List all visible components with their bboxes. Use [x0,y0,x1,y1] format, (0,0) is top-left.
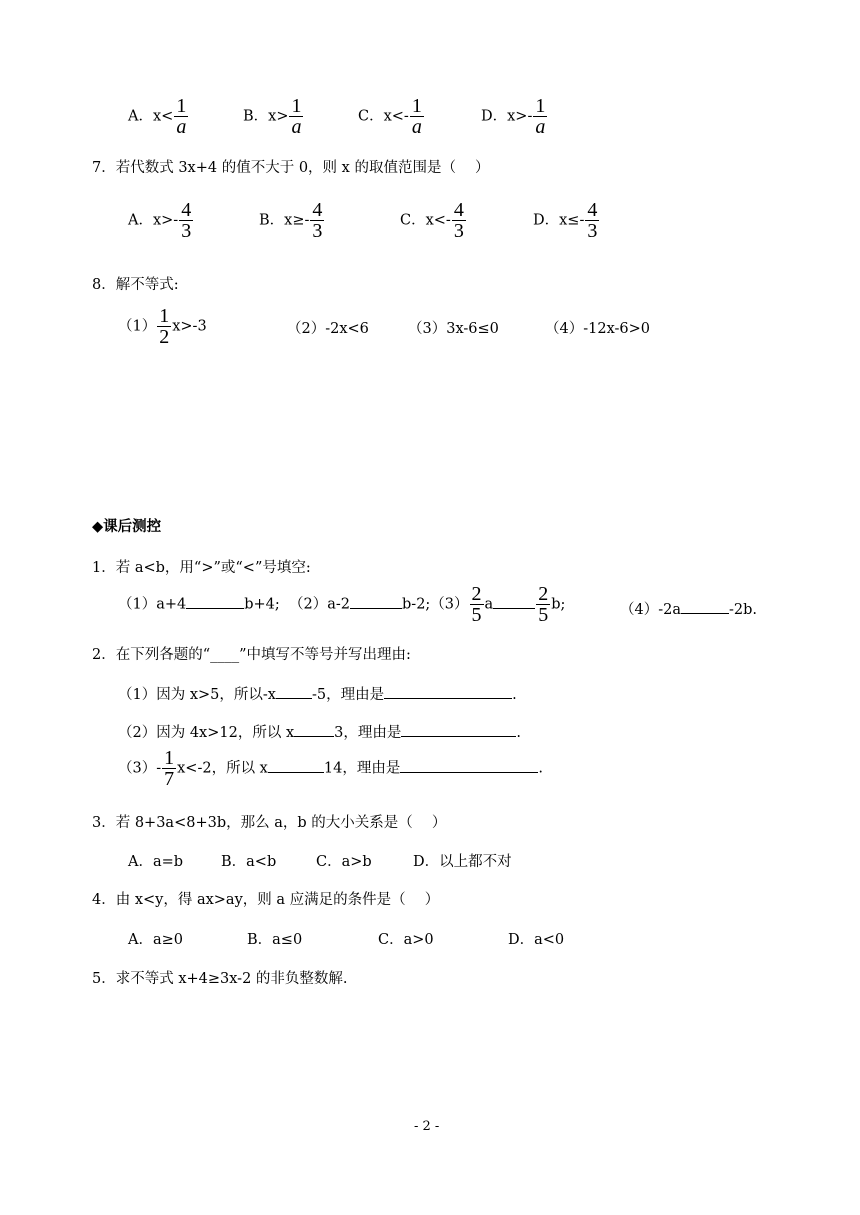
blank[interactable] [384,684,512,699]
blank[interactable] [681,599,729,614]
blank[interactable] [401,722,516,737]
h3-option-d: D．以上都不对 [413,854,512,870]
q8-part-2: （2）-2x<6 [287,321,369,337]
blank[interactable] [400,758,538,773]
h1-stem: 1．若 a<b，用“>”或“<”号填空: [92,560,311,576]
page-number: - 2 - [414,1119,440,1134]
section-title: ◆课后测控 [92,519,162,535]
h3-option-b: B．a<b [221,854,277,870]
blank[interactable] [294,722,334,737]
h3-option-c: C．a>b [316,854,372,870]
q8-part-1: （1） $\frac{1}{2}$ x>-3 [118,305,207,348]
blank[interactable] [493,594,535,609]
h2-stem: 2．在下列各题的“____”中填写不等号并写出理由: [92,647,411,663]
q7-option-c: C．x<- $\frac{4}{3}$ [400,199,464,242]
h4-stem: 4．由 x<y，得 ax>ay，则 a 应满足的条件是（ ） [92,892,440,908]
blank[interactable] [276,684,312,699]
h2-sub-3: （3）- $\frac{1}{7}$ x<-2，所以 x 14，理由是 . [118,747,543,790]
q6-option-c: C．x<- $\frac{1}{a}$ [358,95,422,138]
blank[interactable] [186,594,244,609]
h2-sub-2: （2）因为 4x>12，所以 x 3，理由是 . [118,721,521,742]
blank[interactable] [350,594,402,609]
h2-sub-1: （1）因为 x>5，所以-x -5，理由是 . [118,683,517,704]
q8-part-3: （3）3x-6≤0 [408,321,499,337]
q7-option-a: A．x>- $\frac{4}{3}$ [128,199,192,242]
h3-option-a: A．a=b [128,854,184,870]
h1-part-4: （4）-2a -2b. [620,598,757,619]
q7-option-d: D．x≤- $\frac{4}{3}$ [533,199,598,242]
q6-option-d: D．x>- $\frac{1}{a}$ [481,95,546,138]
h4-option-a: A．a≥0 [128,932,183,948]
q7-option-b: B．x≥- $\frac{4}{3}$ [259,199,323,242]
q7-stem: 7．若代数式 3x+4 的值不大于 0，则 x 的取值范围是（ ） [92,160,490,176]
q6-option-b: B．x> $\frac{1}{a}$ [243,95,302,138]
h5-stem: 5．求不等式 x+4≥3x-2 的非负整数解. [92,971,348,987]
q6-option-a: A．x< $\frac{1}{a}$ [128,95,187,138]
blank[interactable] [268,758,324,773]
h1-parts: （1）a+4 b+4; （2）a-2 b-2;（3） $\frac{2}{5}$ a $\frac{2}{5}$ b; [118,583,566,626]
h4-option-b: B．a≤0 [247,932,303,948]
h4-option-d: D．a<0 [508,932,565,948]
q8-part-4: （4）-12x-6>0 [545,321,650,337]
h3-stem: 3．若 8+3a<8+3b，那么 a，b 的大小关系是（ ） [92,815,447,831]
h4-option-c: C．a>0 [378,932,434,948]
q8-stem: 8．解不等式: [92,277,179,293]
